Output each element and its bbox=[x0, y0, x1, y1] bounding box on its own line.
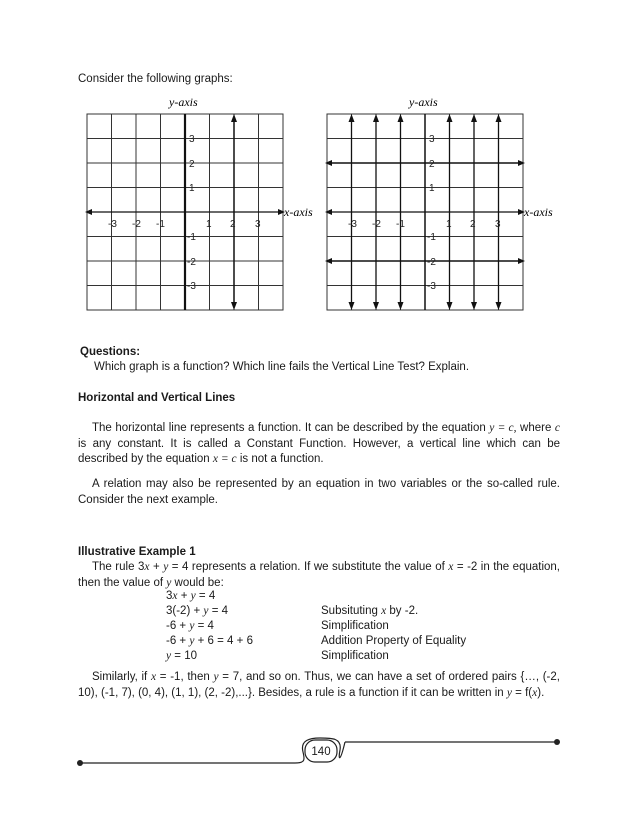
graph-right bbox=[322, 96, 562, 316]
section-heading: Horizontal and Vertical Lines bbox=[78, 392, 236, 404]
x-axis-label-left: x-axis bbox=[284, 205, 313, 219]
y-tick: 3 bbox=[429, 134, 435, 145]
step-equation: -6 + y + 6 = 4 + 6 bbox=[166, 635, 253, 647]
x-tick: -2 bbox=[132, 219, 141, 230]
y-tick: 3 bbox=[189, 134, 195, 145]
step-equation: -6 + y = 4 bbox=[166, 620, 214, 632]
y-tick: 2 bbox=[429, 159, 435, 170]
y-tick: -2 bbox=[187, 257, 196, 268]
closing-paragraph: Similarly, if x = -1, then y = 7, and so on. Thus, we can have a set of ordered pairs {…, (-2, 10), (-1, 7), (0, 4), (1, 1), (2, -2),...}. Besides, a rule is a function if it can be written in y = f(x). bbox=[78, 671, 560, 699]
section-paragraph-2: A relation may also be represented by an equation in two variables or the so-called rule. Consider the next example. bbox=[78, 478, 560, 506]
y-axis-label-left: y-axis bbox=[169, 95, 198, 109]
graph-right-svg bbox=[322, 96, 562, 316]
step-reason: Addition Property of Equality bbox=[321, 635, 467, 647]
x-tick: -1 bbox=[156, 219, 165, 230]
y-tick: -2 bbox=[427, 257, 436, 268]
x-tick: 1 bbox=[206, 219, 212, 230]
step-reason: Subsituting x by -2. bbox=[321, 605, 419, 617]
y-tick: -3 bbox=[187, 281, 196, 292]
x-tick: -1 bbox=[396, 219, 405, 230]
step-reason: Simplification bbox=[321, 650, 389, 662]
graph-left-svg bbox=[82, 96, 322, 316]
step-equation: 3x + y = 4 bbox=[166, 590, 216, 602]
y-tick: -1 bbox=[187, 232, 196, 243]
step-reason: Simplification bbox=[321, 620, 389, 632]
step-equation: y = 10 bbox=[166, 650, 198, 662]
x-tick: 2 bbox=[470, 219, 476, 230]
x-tick: -3 bbox=[348, 219, 357, 230]
intro-text: Consider the following graphs: bbox=[78, 73, 233, 85]
y-axis-label-right: y-axis bbox=[409, 95, 438, 109]
x-tick: 3 bbox=[255, 219, 261, 230]
x-tick: 2 bbox=[230, 219, 236, 230]
questions-heading: Questions: bbox=[80, 346, 141, 358]
y-tick: 1 bbox=[429, 183, 435, 194]
y-tick: -3 bbox=[427, 281, 436, 292]
y-tick: 1 bbox=[189, 183, 195, 194]
x-tick: 1 bbox=[446, 219, 452, 230]
y-tick: 2 bbox=[189, 159, 195, 170]
x-tick: -2 bbox=[372, 219, 381, 230]
y-tick: -1 bbox=[427, 232, 436, 243]
example-heading: Illustrative Example 1 bbox=[78, 546, 196, 558]
x-tick: -3 bbox=[108, 219, 117, 230]
example-paragraph: The rule 3x + y = 4 represents a relation. If we substitute the value of x = -2 in the equation, then the value of y would be: bbox=[78, 561, 561, 589]
graph-left bbox=[82, 96, 322, 316]
questions-text: Which graph is a function? Which line fails the Vertical Line Test? Explain. bbox=[94, 361, 470, 373]
x-axis-label-right: x-axis bbox=[524, 205, 553, 219]
page-number: 140 bbox=[311, 746, 331, 758]
x-tick: 3 bbox=[495, 219, 501, 230]
step-equation: 3(-2) + y = 4 bbox=[166, 605, 229, 617]
section-paragraph-1: The horizontal line represents a function. It can be described by the equation y = c, where c is any constant. It is called a Constant Function. However, a vertical line which can be described by the equation x = c is not a function. bbox=[78, 422, 560, 465]
